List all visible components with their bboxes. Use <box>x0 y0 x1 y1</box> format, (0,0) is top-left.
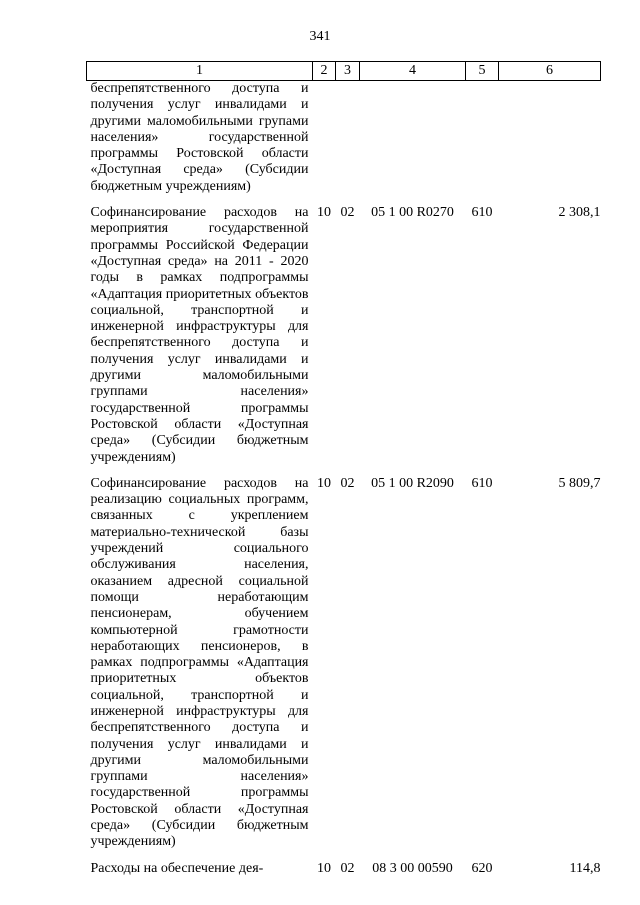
table-row <box>87 195 601 466</box>
row-amount: 114,8 <box>569 860 601 876</box>
table-body <box>87 81 601 877</box>
row-subsection <box>336 81 360 196</box>
row-section: 10 <box>317 205 331 221</box>
row-expense-type: 620 <box>471 860 493 876</box>
table-row <box>87 81 601 196</box>
row-amount <box>499 81 601 196</box>
row-section: 10 <box>317 475 331 491</box>
budget-table <box>86 61 601 877</box>
column-header-1: 1 <box>87 62 313 81</box>
row-target-code <box>360 81 466 196</box>
row-expense-type <box>466 81 499 196</box>
column-header-5: 5 <box>466 62 499 81</box>
row-description: Софинансирование расходов на реализацию социальных программ, связанных с укреплением материально-технической базы учреждений социального обслуживания населения, оказанием адресной социальной помощи неработающим пенсионерам, обучением компьютерной грамотности неработающих пенсионеров, в рамках подпрограммы «Адаптация приоритетных объектов социальной, транспортной и инженерной инфраструктуры для беспрепятственного доступа и получения услуг инвалидами и другими маломобильными группами населения» государственной программы Ростовской области «Доступная среда» (Субсидии бюджетным учреждениям) <box>90 475 309 850</box>
row-description: Софинансирование расходов на мероприятия государственной программы Российской Федерации «Доступная среда» на 2011 - 2020 годы в рамках подпрограммы «Адаптация приоритетных объектов социальной, транспортной и инженерной инфраструктуры для беспрепятственного доступа и получения услуг инвалидами и другими маломобильными группами населения» государственной программы Ростовской области «Доступная среда» (Субсидии бюджетным учреждениям) <box>90 205 309 465</box>
row-description: беспрепятственного доступа и получения услуг инвалидами и другими маломобильными групами населения» государственной программы Ростовской области «Доступная среда» (Субсидии бюджетным учреждениям) <box>90 81 309 194</box>
row-subsection: 02 <box>340 205 355 221</box>
row-subsection: 02 <box>340 860 355 876</box>
row-target-code: 05 1 00 R0270 <box>371 205 454 221</box>
row-amount: 5 809,7 <box>558 475 601 491</box>
table-row <box>87 851 601 877</box>
row-section <box>313 81 336 196</box>
table-row <box>87 466 601 851</box>
column-header-3: 3 <box>336 62 360 81</box>
row-description: Расходы на обеспечение дея- <box>90 860 264 876</box>
row-target-code: 05 1 00 R2090 <box>371 475 454 491</box>
row-amount: 2 308,1 <box>558 205 601 221</box>
column-header-4: 4 <box>360 62 466 81</box>
row-expense-type: 610 <box>471 475 493 491</box>
column-header-2: 2 <box>313 62 336 81</box>
row-target-code: 08 3 00 00590 <box>372 860 453 876</box>
page-number: 341 <box>309 29 331 44</box>
row-section: 10 <box>317 860 331 876</box>
column-header-6: 6 <box>499 62 601 81</box>
header-row <box>87 62 601 81</box>
row-expense-type: 610 <box>471 205 493 221</box>
row-subsection: 02 <box>340 475 355 491</box>
table-header <box>87 62 601 81</box>
